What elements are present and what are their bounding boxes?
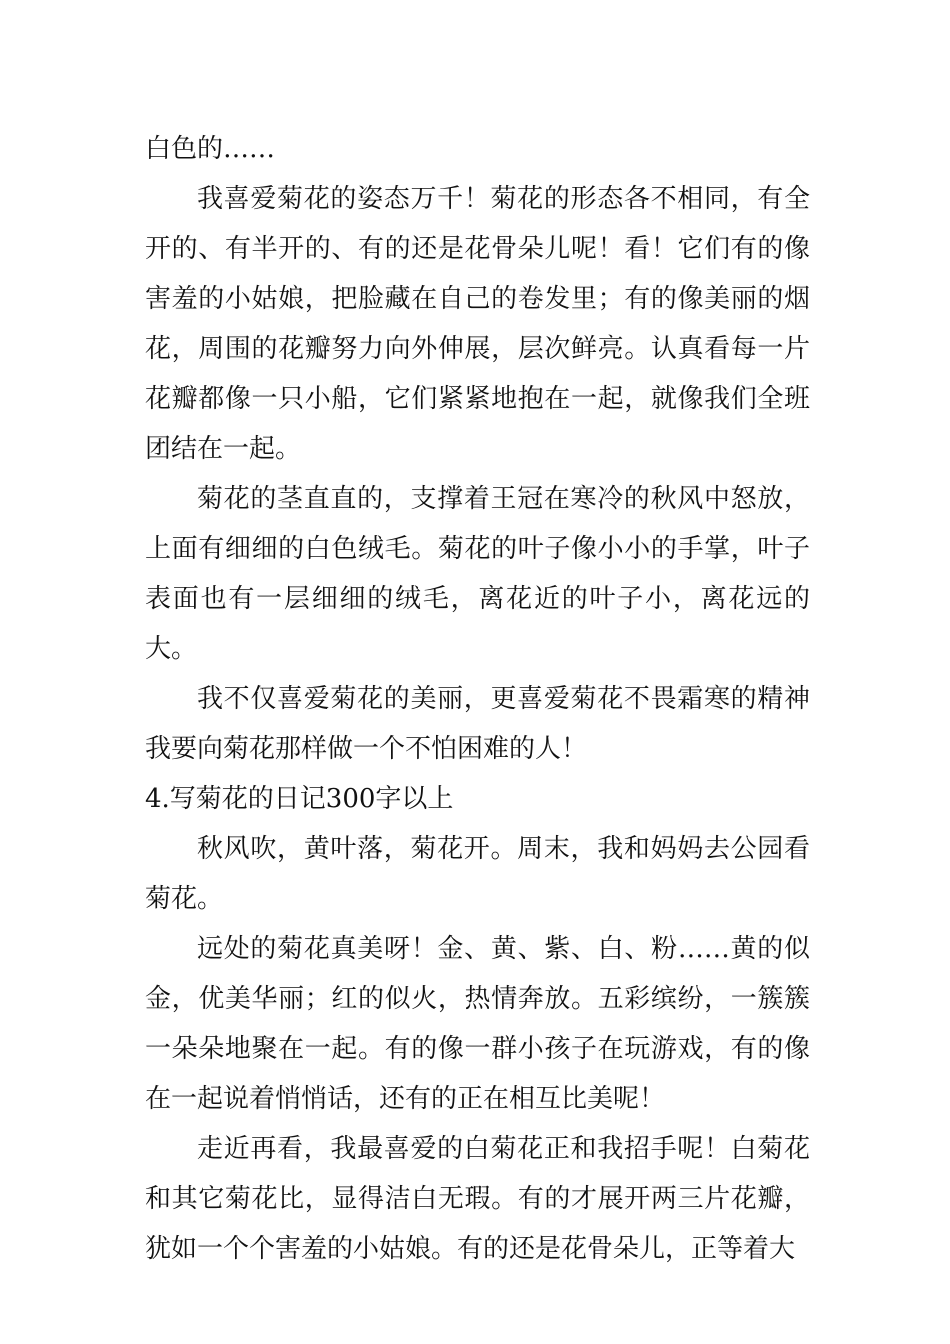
- paragraph-continuation: 白色的……: [145, 134, 276, 164]
- paragraph-autumn-wind: 秋风吹，黄叶落，菊花开。周末，我和妈妈去公园看菊花。: [145, 834, 810, 914]
- paragraph-posture: 我喜爱菊花的姿态万千！菊花的形态各不相同，有全开的、有半开的、有的还是花骨朵儿呢！看！它们有的像害羞的小姑娘，把脸藏在自己的卷发里；有的像美丽的烟花，周围的花瓣努力向外伸展，层次鲜亮。认真看每一片花瓣都像一只小船，它们紧紧地抱在一起，就像我们全班团结在一起。: [145, 184, 810, 464]
- paragraph-white-chrysanthemum: 走近再看，我最喜爱的白菊花正和我招手呢！白菊花和其它菊花比，显得洁白无瑕。有的才展开两三片花瓣，犹如一个个害羞的小姑娘。有的还是花骨朵儿，正等着大: [145, 1134, 810, 1264]
- paragraph-spirit: 我不仅喜爱菊花的美丽，更喜爱菊花不畏霜寒的精神我要向菊花那样做一个不怕困难的人！: [145, 684, 810, 764]
- paragraph-stem-leaves: 菊花的茎直直的，支撑着王冠在寒冷的秋风中怒放，上面有细细的白色绒毛。菊花的叶子像小小的手掌，叶子表面也有一层细细的绒毛，离花近的叶子小，离花远的大。: [145, 484, 810, 664]
- section-heading: 4.写菊花的日记300字以上: [145, 784, 454, 814]
- document-body: [145, 124, 810, 1274]
- paragraph-distant-flowers: 远处的菊花真美呀！金、黄、紫、白、粉……黄的似金，优美华丽；红的似火，热情奔放。五彩缤纷，一簇簇一朵朵地聚在一起。有的像一群小孩子在玩游戏，有的像在一起说着悄悄话，还有的正在相互比美呢！: [145, 934, 810, 1114]
